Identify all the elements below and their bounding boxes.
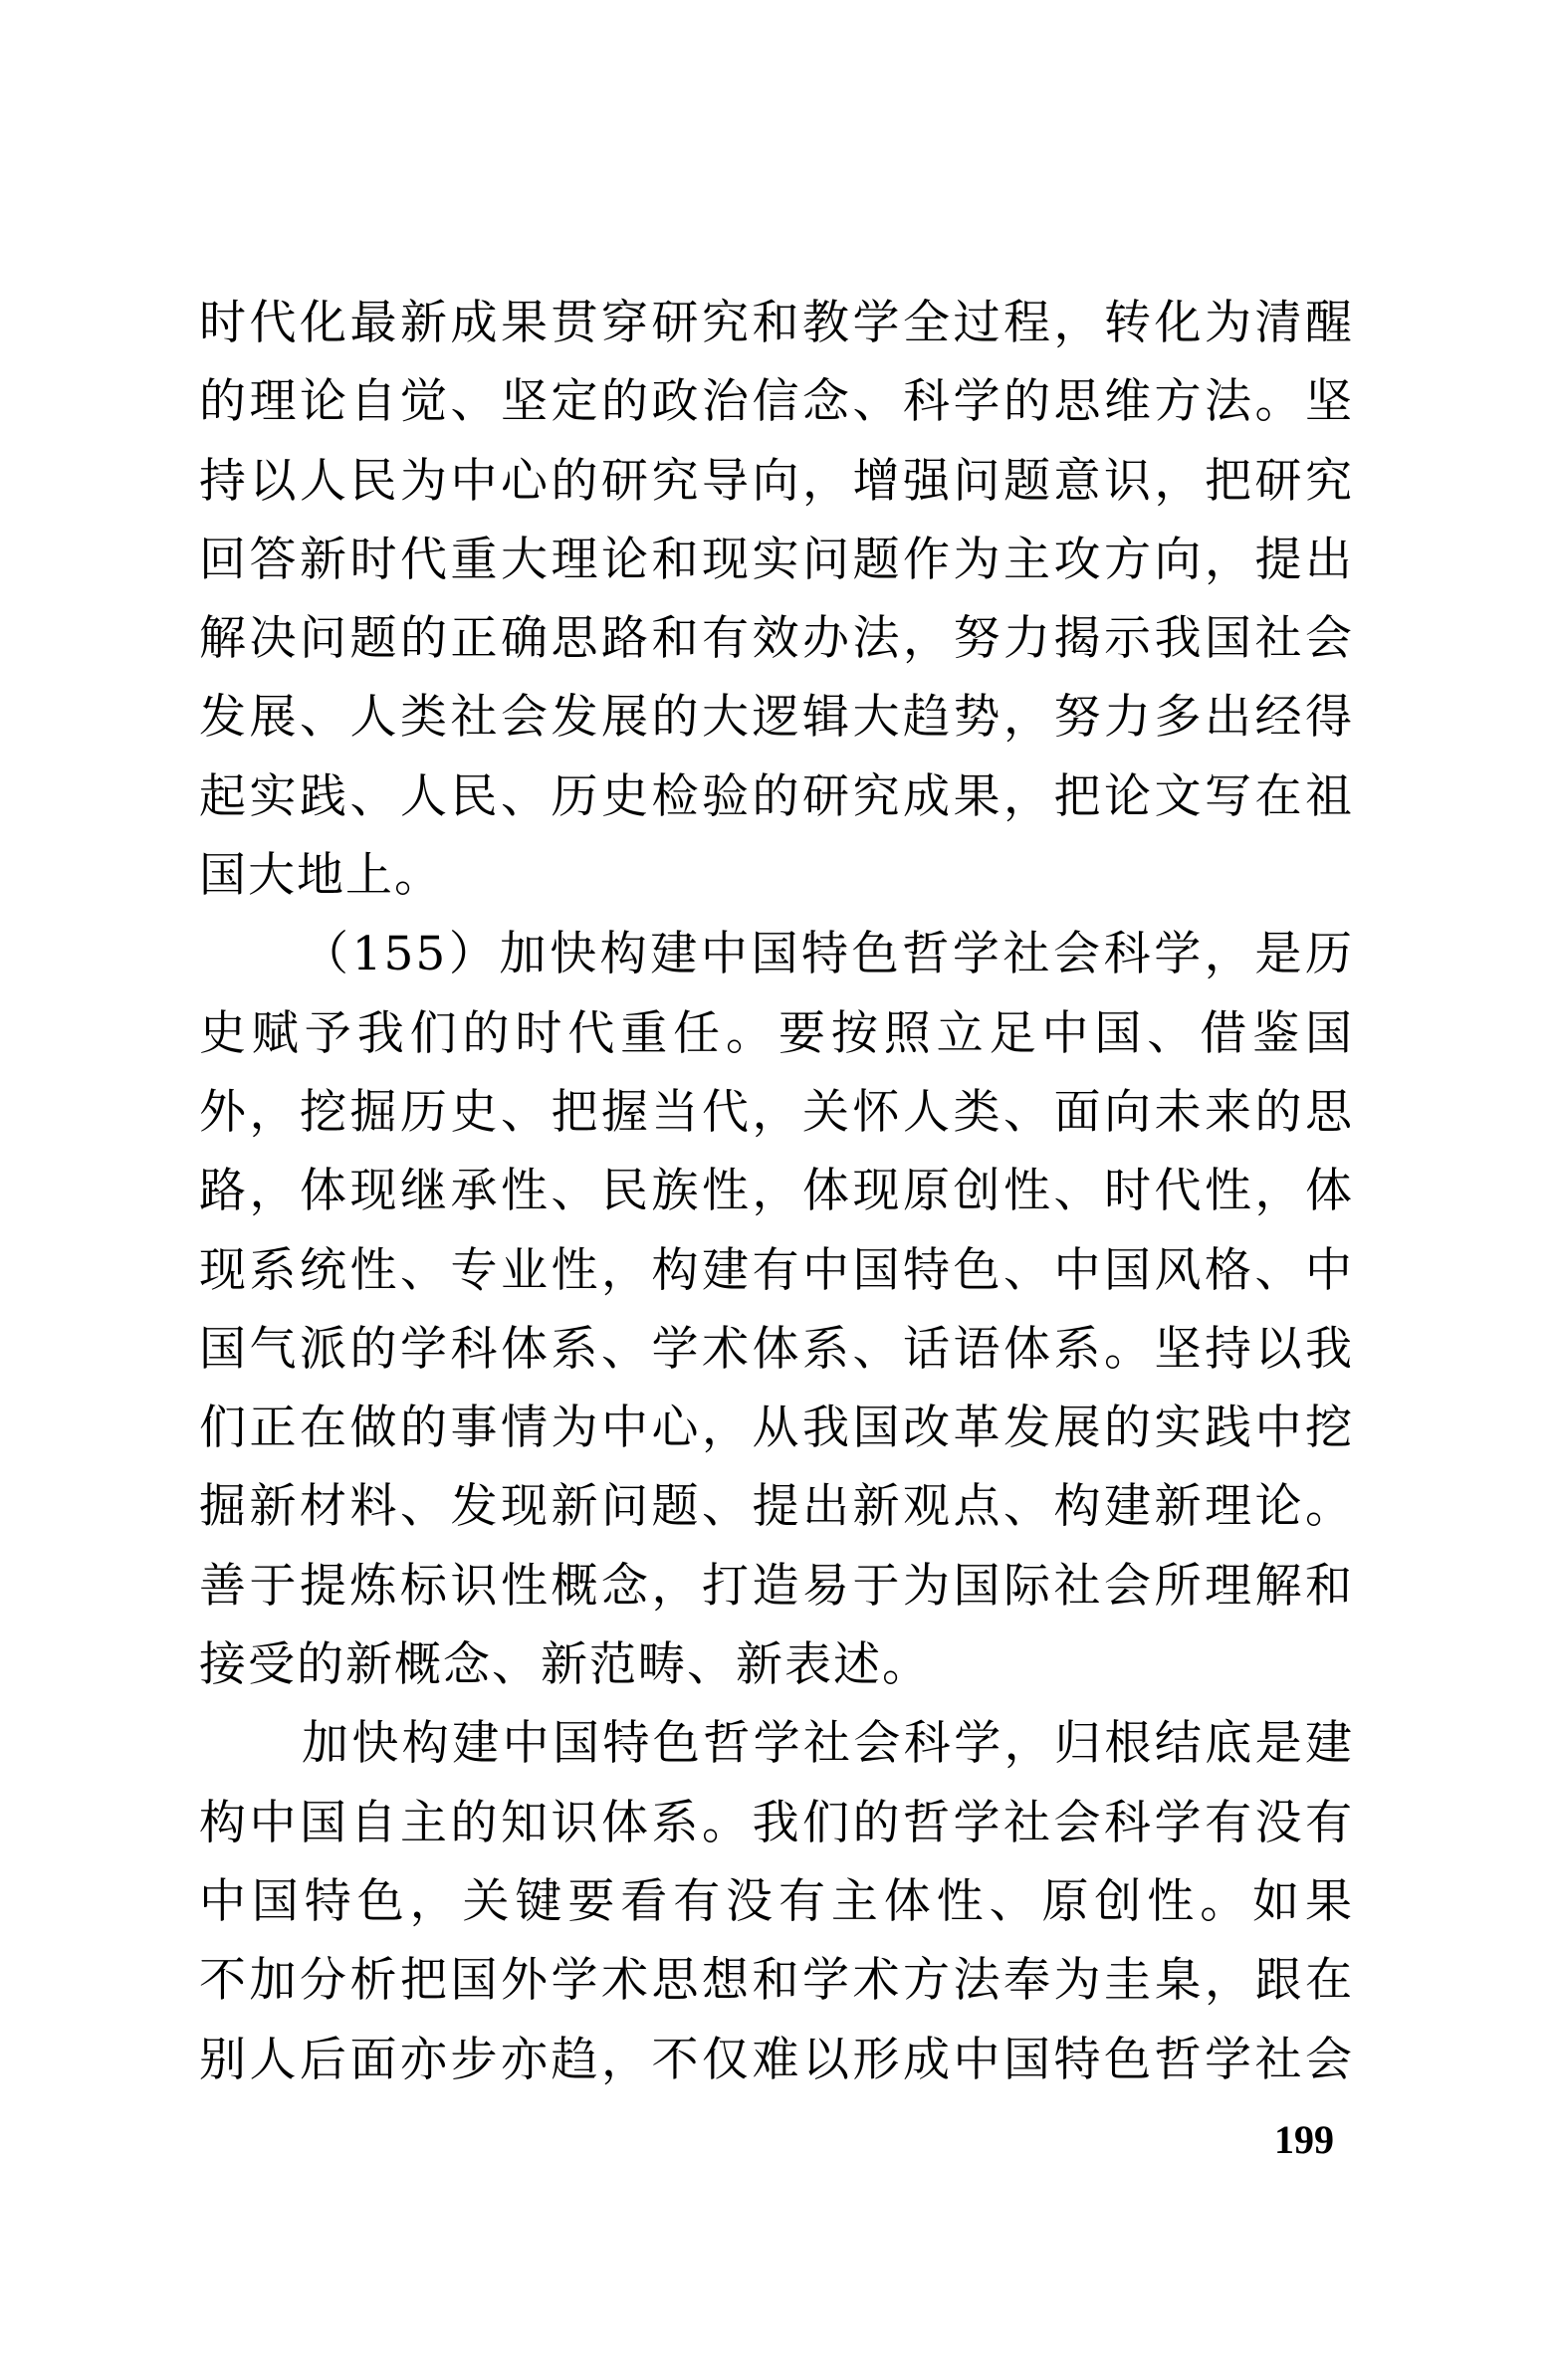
text-line: 回答新时代重大理论和现实问题作为主攻方向，提出 [199, 532, 1354, 587]
text-line: 解决问题的正确思路和有效办法，努力揭示我国社会 [199, 611, 1354, 667]
text-line: 现系统性、专业性，构建有中国特色、中国风格、中 [199, 1242, 1354, 1298]
text-line: 史赋予我们的时代重任。要按照立足中国、借鉴国 [199, 1005, 1354, 1061]
text-line: 国大地上。 [199, 848, 443, 904]
paragraph-first-line: （155）加快构建中国特色哲学社会科学，是历 [302, 927, 1354, 982]
text-line: 别人后面亦步亦趋，不仅难以形成中国特色哲学社会 [199, 2032, 1354, 2087]
text-line: 中国特色，关键要看有没有主体性、原创性。如果 [199, 1873, 1354, 1929]
paragraph-first-line: 加快构建中国特色哲学社会科学，归根结底是建 [302, 1716, 1354, 1772]
text-line: 善于提炼标识性概念，打造易于为国际社会所理解和 [199, 1558, 1354, 1614]
body-text [199, 284, 1354, 2099]
text-line: 们正在做的事情为中心，从我国改革发展的实践中挖 [199, 1401, 1354, 1456]
text-line: 起实践、人民、历史检验的研究成果，把论文写在祖 [199, 768, 1354, 824]
text-line: 发展、人类社会发展的大逻辑大趋势，努力多出经得 [199, 690, 1354, 746]
text-line: 外，挖掘历史、把握当代，关怀人类、面向未来的思 [199, 1084, 1354, 1140]
text-line: 掘新材料、发现新问题、提出新观点、构建新理论。 [199, 1479, 1354, 1535]
text-line: 接受的新概念、新范畴、新表述。 [199, 1637, 931, 1693]
text-line: 时代化最新成果贯穿研究和教学全过程，转化为清醒 [199, 296, 1354, 350]
text-line: 构中国自主的知识体系。我们的哲学社会科学有没有 [199, 1795, 1354, 1850]
text-line: 路，体现继承性、民族性，体现原创性、时代性，体 [199, 1164, 1354, 1219]
text-line: 的理论自觉、坚定的政治信念、科学的思维方法。坚 [199, 374, 1354, 430]
text-line: 不加分析把国外学术思想和学术方法奉为圭臬，跟在 [199, 1953, 1354, 2009]
page-number: 199 [1274, 2117, 1334, 2162]
text-line: 持以人民为中心的研究导向，增强问题意识，把研究 [199, 453, 1354, 509]
text-line: 国气派的学科体系、学术体系、话语体系。坚持以我 [199, 1321, 1354, 1377]
